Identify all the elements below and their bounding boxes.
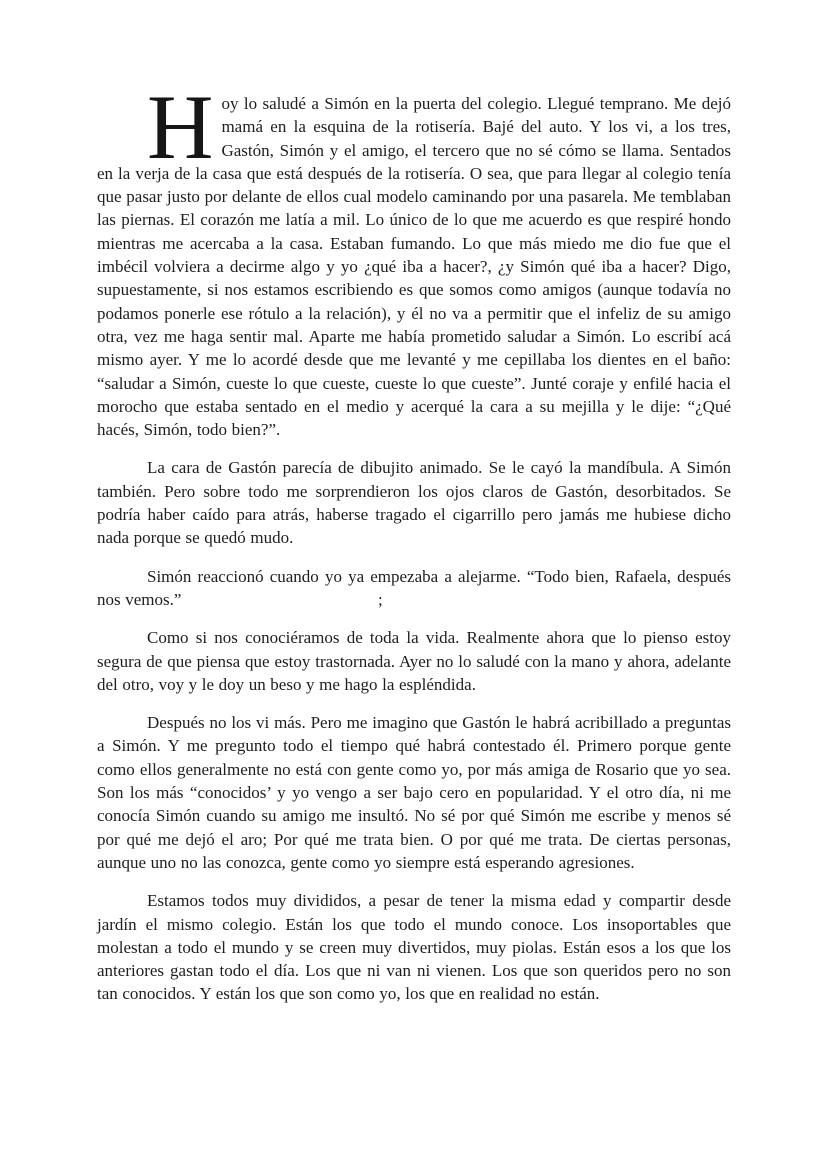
paragraph-5-text: Después no los vi más. Pero me imagino que Gastón le habrá acribillado a preguntas a Simón. Y me pregunto todo el tiempo qué habrá contestado él. Primero porque gente como ellos generalmente no está con gente como yo, por más amiga de Rosario que yo sea. Son los más “conocidos’ y yo vengo a ser bajo cero en popularidad. Y el otro día, ni me conocía Simón cuando su amigo me insultó. No sé por qué Simón me escribe y menos sé por qué me dejó el aro; Por qué me trata bien. O por qué me trata. De ciertas personas, aunque uno no las conozca, gente como yo siempre está esperando agresiones. bbox=[97, 713, 731, 872]
stray-semicolon: ; bbox=[378, 589, 383, 609]
paragraph-2 bbox=[97, 456, 731, 549]
paragraph-4-text: Como si nos conociéramos de toda la vida. Realmente ahora que lo pienso estoy segura de que piensa que estoy trastornada. Ayer no lo saludé con la mano y ahora, adelante del otro, voy y le doy un beso y me hago la espléndida. bbox=[97, 628, 731, 694]
paragraph-5 bbox=[97, 711, 731, 874]
text-block bbox=[97, 76, 731, 1021]
paragraph-1 bbox=[97, 76, 731, 441]
paragraph-6-text: Estamos todos muy divididos, a pesar de tener la misma edad y compartir desde jardín el mismo colegio. Están los que todo el mundo conoce. Los insoportables que molestan a todo el mundo y se creen muy divertidos, muy piolas. Están esos a los que los anteriores gastan todo el día. Los que ni van ni vienen. Los que son queridos pero no son tan conocidos. Y están los que son como yo, los que en realidad no están. bbox=[97, 891, 731, 1004]
paragraph-1-text: oy lo saludé a Simón en la puerta del colegio. Llegué temprano. Me dejó mamá en la esquina de la rotisería. Bajé del auto. Y los vi, a los tres, Gastón, Simón y el amigo, el tercero que no sé cómo se llama. Sentados en la verja de la casa que está después de la rotisería. O sea, que para llegar al colegio tenía que pasar justo por delante de ellos cual modelo caminando por una pasarela. Me temblaban las piernas. El corazón me latía a mil. Lo único de lo que me acuerdo es que respiré hondo mientras me acercaba a la casa. Estaban fumando. Lo que más miedo me dio fue que el imbécil volviera a decirme algo y yo ¿qué iba a hacer?, ¿y Simón qué iba a hacer? Digo, supuestamente, si nos estamos escribiendo es que somos como amigos (aunque todavía no podamos ponerle ese rótulo a la relación), y él no va a permitir que el infeliz de su amigo otra, vez me haga sentir mal. Aparte me había prometido saludar a Simón. Lo escribí acá mismo ayer. Y me lo acordé desde que me levanté y me cepillaba los dientes en el baño: “saludar a Simón, cueste lo que cueste, cueste lo que cueste”. Junté coraje y enfilé hacia el morocho que estaba sentado en el medio y acerqué la cara a su mejilla y le dije: “¿Qué hacés, Simón, todo bien?”. bbox=[97, 94, 731, 440]
paragraph-4 bbox=[97, 626, 731, 696]
paragraph-6 bbox=[97, 889, 731, 1005]
paragraph-3 bbox=[97, 565, 731, 612]
paragraph-2-text: La cara de Gastón parecía de dibujito animado. Se le cayó la mandíbula. A Simón también. Pero sobre todo me sorprendieron los ojos claros de Gastón, desorbitados. Se podría haber caído para atrás, haberse tragado el cigarrillo pero jamás me hubiese dicho nada porque se quedó mudo. bbox=[97, 458, 731, 548]
drop-cap-letter: H bbox=[147, 76, 214, 178]
paragraph-3-text: Simón reaccionó cuando yo ya empezaba a alejarme. “Todo bien, Rafaela, después nos vemos.” bbox=[97, 566, 731, 609]
